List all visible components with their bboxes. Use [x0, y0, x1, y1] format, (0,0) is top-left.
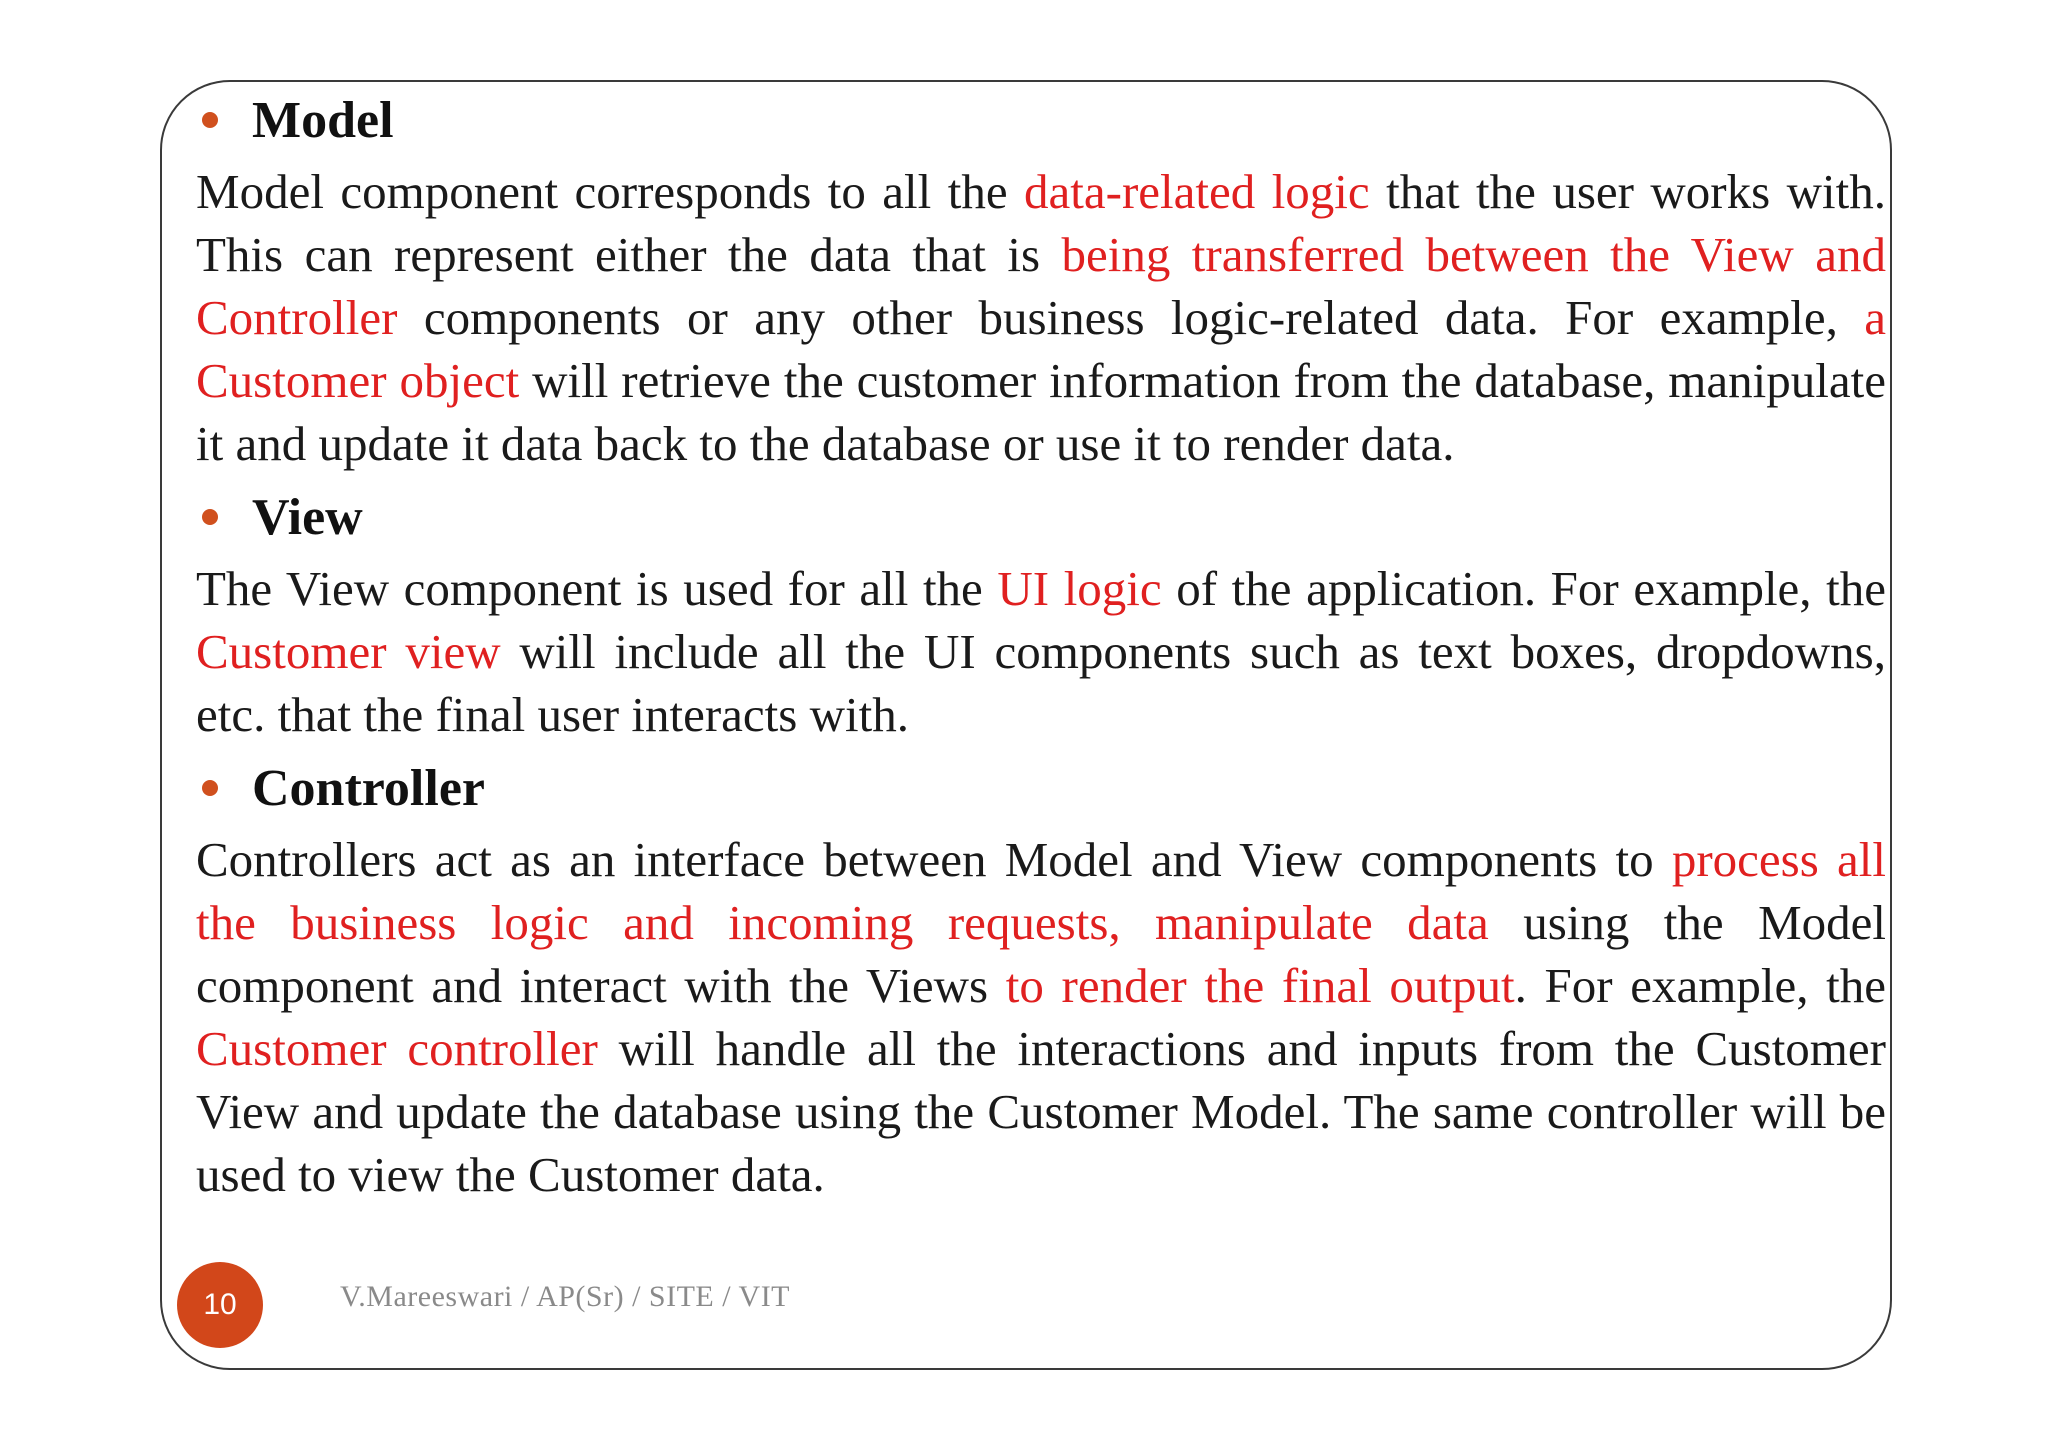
highlight-segment: data-related logic [1024, 164, 1370, 219]
heading-text: Controller [252, 759, 485, 817]
bullet-icon [202, 780, 218, 796]
highlight-segment: UI logic [997, 561, 1162, 616]
text-segment: that the user works with. This can represent either the data that is [196, 164, 1886, 282]
highlight-segment: a Customer object [196, 290, 1886, 408]
text-segment: will retrieve the customer information from the database, manipulate it and update it data back to the database or use it to render data. [196, 353, 1886, 471]
paragraph-model [196, 160, 1886, 475]
heading-text: Model [252, 91, 394, 149]
bullet-icon [202, 509, 218, 525]
highlight-segment: process all the business logic and incoming requests, manipulate data [196, 832, 1886, 950]
highlight-segment: Customer controller [196, 1021, 598, 1076]
text-segment: . For example, the [1514, 958, 1886, 1013]
text-segment: using the Model component and interact with the Views [196, 895, 1886, 1013]
text-segment: The View component is used for all the [196, 561, 998, 616]
text-segment: will handle all the interactions and inputs from the Customer View and update the database using the Customer Model. The same controller will be used to view the Customer data. [196, 1021, 1886, 1202]
paragraph-controller [196, 828, 1886, 1206]
section-heading-view [196, 481, 1886, 553]
text-segment: of the application. For example, the [1161, 561, 1887, 616]
highlight-segment: to render the final output [1005, 958, 1515, 1013]
heading-text: View [252, 488, 363, 546]
section-heading-controller [196, 752, 1886, 824]
footer-credit: V.Mareeswari / AP(Sr) / SITE / VIT [340, 1280, 791, 1313]
text-segment: Model component corresponds to all the [196, 164, 1025, 219]
text-segment: Controllers act as an interface between Model and View components to [196, 832, 1672, 887]
paragraph-view [196, 557, 1886, 746]
slide-content [196, 84, 1886, 1212]
highlight-segment: being transferred between the View and Controller [196, 227, 1886, 345]
section-heading-model [196, 84, 1886, 156]
text-segment: will include all the UI components such as text boxes, dropdowns, etc. that the final user interacts with. [196, 624, 1886, 742]
text-segment: components or any other business logic-related data. For example, [397, 290, 1865, 345]
highlight-segment: Customer view [196, 624, 501, 679]
bullet-icon [202, 112, 218, 128]
page-number-badge: 10 [177, 1262, 263, 1348]
